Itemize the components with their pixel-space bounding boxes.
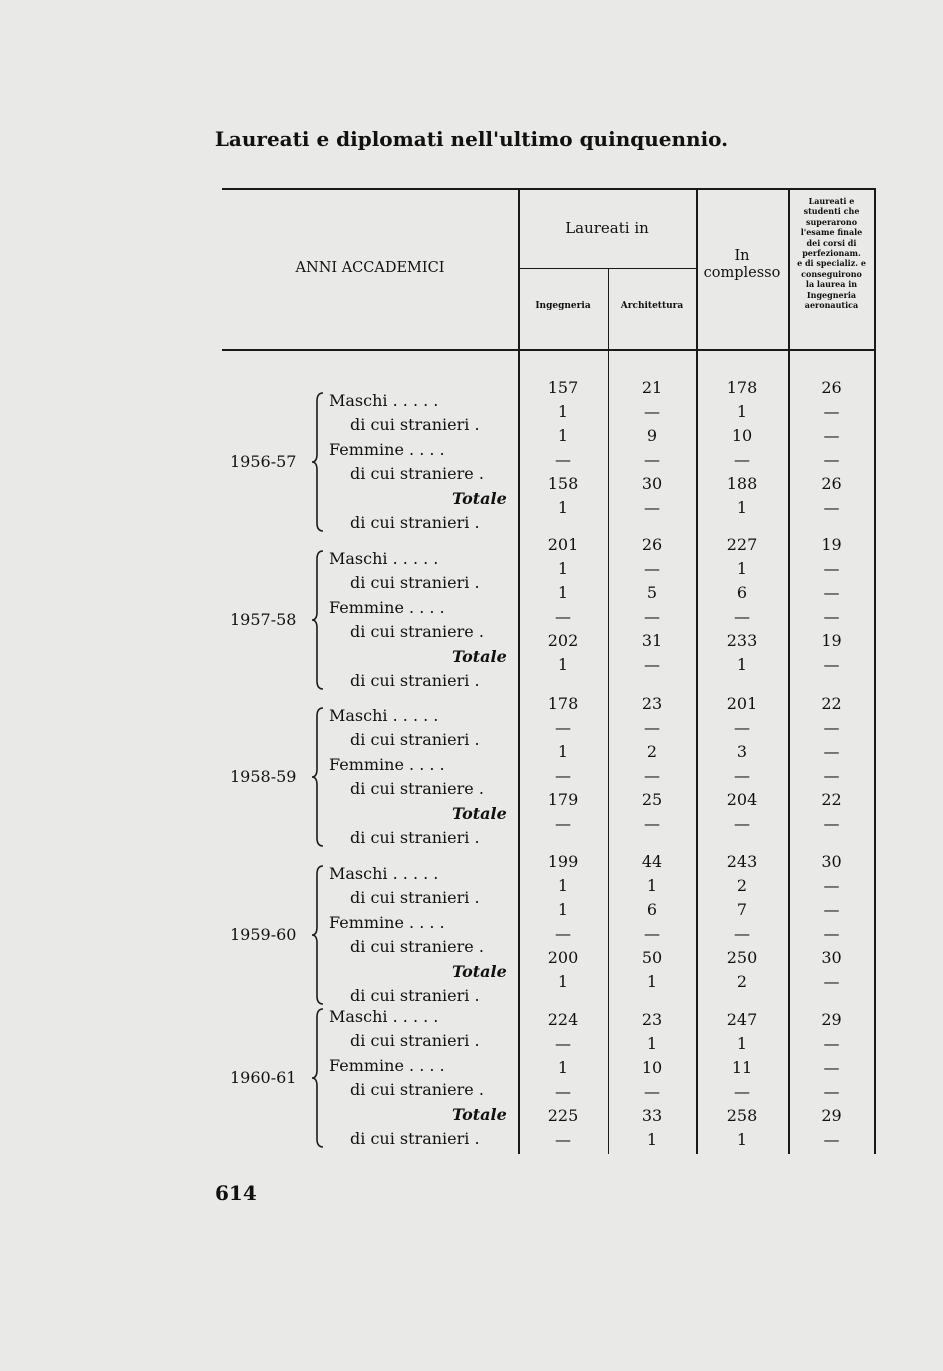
year-label: 1958-59 <box>230 767 297 786</box>
cell-ingegneria: 1 <box>557 402 569 421</box>
cell-aeronautica: — <box>823 876 840 895</box>
row-label-totale: Totale <box>452 803 507 823</box>
bracket-icon <box>311 391 327 533</box>
row-label-femmine: Femmine . . . . <box>329 754 445 774</box>
cell-aeronautica: — <box>823 1034 840 1053</box>
cell-ingegneria: 158 <box>547 474 579 493</box>
cell-complesso: 250 <box>726 948 758 967</box>
cell-ingegneria: — <box>555 814 571 833</box>
row-label-stranieri: di cui stranieri . <box>350 888 480 908</box>
cell-architettura: — <box>644 559 660 578</box>
header-aeronautica-line: Laureati e <box>808 196 855 206</box>
cell-ingegneria: 200 <box>547 948 579 967</box>
cell-aeronautica: — <box>823 450 840 469</box>
cell-complesso: — <box>734 766 750 785</box>
cell-architettura: 30 <box>641 474 663 493</box>
cell-aeronautica: — <box>823 900 840 919</box>
cell-complesso: 233 <box>726 631 758 650</box>
cell-ingegneria: — <box>555 766 571 785</box>
cell-complesso: 1 <box>736 498 748 517</box>
cell-ingegneria: 1 <box>557 900 569 919</box>
cell-architettura: 44 <box>641 852 663 871</box>
cell-ingegneria: 178 <box>547 694 579 713</box>
cell-architettura: — <box>644 607 660 626</box>
cell-ingegneria: 199 <box>547 852 579 871</box>
cell-aeronautica: 29 <box>821 1106 842 1125</box>
cell-complesso: — <box>734 450 750 469</box>
header-aeronautica-line: e di specializ. e <box>797 258 866 269</box>
cell-complesso: — <box>734 924 750 943</box>
cell-architettura: 23 <box>641 694 663 713</box>
cell-aeronautica: 26 <box>821 474 842 493</box>
cell-ingegneria: 1 <box>557 972 569 991</box>
cell-aeronautica: — <box>823 924 840 943</box>
cell-aeronautica: — <box>823 718 840 737</box>
cell-complesso: 243 <box>726 852 758 871</box>
cell-ingegneria: 1 <box>557 655 569 674</box>
cell-aeronautica: 19 <box>821 535 842 554</box>
header-anni-accademici: ANNI ACCADEMICI <box>295 260 445 276</box>
cell-complesso: — <box>734 718 750 737</box>
cell-ingegneria: 179 <box>547 790 579 809</box>
cell-aeronautica: — <box>823 1082 840 1101</box>
cell-aeronautica: 30 <box>821 948 842 967</box>
cell-ingegneria: 1 <box>557 742 569 761</box>
cell-aeronautica: — <box>823 583 840 602</box>
cell-aeronautica: 22 <box>821 790 842 809</box>
cell-architettura: — <box>644 924 660 943</box>
row-label-totale: Totale <box>452 646 507 666</box>
cell-architettura: 21 <box>641 378 663 397</box>
cell-architettura: 1 <box>646 876 658 895</box>
cell-aeronautica: 29 <box>821 1010 842 1029</box>
cell-architettura: 1 <box>646 972 658 991</box>
year-label: 1960-61 <box>230 1068 297 1087</box>
bracket-path <box>312 1009 323 1147</box>
row-label-maschi: Maschi . . . . . <box>329 864 439 883</box>
cell-architettura: — <box>644 402 660 421</box>
cell-complesso: 6 <box>736 583 748 602</box>
header-architettura: Architettura <box>620 301 684 311</box>
cell-ingegneria: 1 <box>557 426 569 445</box>
header-aeronautica-line: la laurea in <box>805 279 858 290</box>
cell-ingegneria: 1 <box>557 583 569 602</box>
row-label-maschi: Maschi . . . . . <box>329 1007 439 1026</box>
row-label-stranieri-totale: di cui stranieri . <box>350 671 480 690</box>
page-number: 614 <box>215 1181 257 1205</box>
cell-complesso: 11 <box>731 1058 753 1077</box>
year-label: 1959-60 <box>230 925 297 944</box>
cell-complesso: 1 <box>736 1034 748 1053</box>
cell-aeronautica: — <box>823 742 840 761</box>
row-label-stranieri: di cui stranieri . <box>350 730 480 750</box>
cell-architettura: — <box>644 718 660 737</box>
cell-architettura: — <box>644 655 660 674</box>
header-aeronautica-line: perfezionam. <box>802 247 861 258</box>
header-aeronautica-line: dei corsi di <box>806 237 857 248</box>
row-label-straniere: di cui straniere . <box>350 1080 484 1100</box>
row-label-straniere: di cui straniere . <box>350 622 484 642</box>
cell-architettura: 10 <box>641 1058 663 1077</box>
cell-architettura: 31 <box>641 631 663 650</box>
row-label-straniere: di cui straniere . <box>350 464 484 484</box>
cell-ingegneria: — <box>555 450 571 469</box>
cell-complesso: 1 <box>736 655 748 674</box>
cell-architettura: — <box>644 498 660 517</box>
cell-ingegneria: 157 <box>547 378 579 397</box>
header-in-complesso-line: In <box>734 248 750 264</box>
cell-aeronautica: — <box>823 1058 840 1077</box>
cell-architettura: 9 <box>646 426 658 445</box>
cell-architettura: — <box>644 450 660 469</box>
row-label-stranieri-totale: di cui stranieri . <box>350 513 480 532</box>
year-label: 1956-57 <box>230 452 297 471</box>
cell-architettura: 23 <box>641 1010 663 1029</box>
cell-architettura: 1 <box>646 1130 658 1149</box>
header-aeronautica-line: aeronautica <box>804 299 859 310</box>
row-label-maschi: Maschi . . . . . <box>329 549 439 568</box>
cell-architettura: — <box>644 766 660 785</box>
cell-architettura: 26 <box>641 535 663 554</box>
cell-aeronautica: — <box>823 559 840 578</box>
cell-ingegneria: 1 <box>557 876 569 895</box>
bracket-path <box>312 866 323 1004</box>
cell-complesso: 178 <box>726 378 758 397</box>
cell-aeronautica: — <box>823 814 840 833</box>
row-label-totale: Totale <box>452 1104 507 1124</box>
cell-architettura: 1 <box>646 1034 658 1053</box>
row-label-straniere: di cui straniere . <box>350 937 484 957</box>
cell-complesso: 1 <box>736 1130 748 1149</box>
cell-complesso: 258 <box>726 1106 758 1125</box>
cell-complesso: 2 <box>736 876 748 895</box>
cell-aeronautica: 26 <box>821 378 842 397</box>
row-label-stranieri: di cui stranieri . <box>350 1031 480 1051</box>
cell-architettura: 2 <box>646 742 658 761</box>
cell-ingegneria: — <box>555 1034 571 1053</box>
cell-aeronautica: — <box>823 1130 840 1149</box>
cell-ingegneria: 1 <box>557 498 569 517</box>
bracket-icon <box>311 1007 327 1149</box>
cell-ingegneria: 1 <box>557 559 569 578</box>
row-label-maschi: Maschi . . . . . <box>329 706 439 725</box>
header-aeronautica-line: Ingegneria <box>806 289 857 300</box>
header-aeronautica-line: conseguirono <box>801 268 862 279</box>
row-label-stranieri: di cui stranieri . <box>350 415 480 435</box>
header-aeronautica-line: l'esame finale <box>800 227 863 238</box>
cell-architettura: 25 <box>641 790 663 809</box>
cell-complesso: 7 <box>736 900 748 919</box>
cell-architettura: 33 <box>641 1106 663 1125</box>
cell-aeronautica: — <box>823 972 840 991</box>
table-top-rule <box>222 188 875 190</box>
bracket-path <box>312 551 323 689</box>
cell-complesso: 10 <box>731 426 753 445</box>
subheader-rule <box>518 268 696 269</box>
cell-architettura: 5 <box>646 583 658 602</box>
cell-complesso: 204 <box>726 790 758 809</box>
graduates-table <box>222 188 875 1154</box>
cell-aeronautica: 30 <box>821 852 842 871</box>
header-in-complesso-line: complesso <box>703 264 781 281</box>
row-label-stranieri: di cui stranieri . <box>350 573 480 593</box>
cell-complesso: — <box>734 1082 750 1101</box>
row-label-totale: Totale <box>452 488 507 508</box>
row-label-femmine: Femmine . . . . <box>329 912 445 932</box>
cell-architettura: — <box>644 814 660 833</box>
header-in-complesso <box>696 248 788 281</box>
cell-ingegneria: — <box>555 718 571 737</box>
cell-complesso: 227 <box>726 535 758 554</box>
row-label-stranieri-totale: di cui stranieri . <box>350 828 480 847</box>
cell-architettura: 50 <box>641 948 663 967</box>
cell-ingegneria: — <box>555 1082 571 1101</box>
cell-ingegneria: — <box>555 607 571 626</box>
cell-complesso: 188 <box>726 474 758 493</box>
cell-complesso: — <box>734 814 750 833</box>
cell-complesso: 247 <box>726 1010 758 1029</box>
cell-complesso: 201 <box>726 694 758 713</box>
cell-aeronautica: — <box>823 607 840 626</box>
row-label-stranieri-totale: di cui stranieri . <box>350 986 480 1005</box>
cell-aeronautica: 22 <box>821 694 842 713</box>
bracket-icon <box>311 706 327 848</box>
cell-ingegneria: 225 <box>547 1106 579 1125</box>
cell-ingegneria: 201 <box>547 535 579 554</box>
cell-architettura: — <box>644 1082 660 1101</box>
bracket-path <box>312 708 323 846</box>
year-label: 1957-58 <box>230 610 297 629</box>
row-label-straniere: di cui straniere . <box>350 779 484 799</box>
cell-aeronautica: — <box>823 766 840 785</box>
row-label-femmine: Femmine . . . . <box>329 1055 445 1075</box>
header-aeronautica-line: studenti che <box>803 206 860 217</box>
cell-complesso: 2 <box>736 972 748 991</box>
cell-aeronautica: — <box>823 655 840 674</box>
cell-ingegneria: — <box>555 1130 571 1149</box>
row-label-maschi: Maschi . . . . . <box>329 391 439 410</box>
cell-complesso: 1 <box>736 402 748 421</box>
bracket-path <box>312 393 323 531</box>
cell-aeronautica: — <box>823 402 840 421</box>
row-label-stranieri-totale: di cui stranieri . <box>350 1129 480 1148</box>
cell-ingegneria: — <box>555 924 571 943</box>
cell-architettura: 6 <box>646 900 658 919</box>
cell-complesso: — <box>734 607 750 626</box>
row-label-femmine: Femmine . . . . <box>329 439 445 459</box>
cell-aeronautica: — <box>823 498 840 517</box>
header-aeronautica <box>788 196 875 310</box>
cell-aeronautica: 19 <box>821 631 842 650</box>
bracket-icon <box>311 549 327 691</box>
cell-ingegneria: 202 <box>547 631 579 650</box>
cell-complesso: 1 <box>736 559 748 578</box>
header-aeronautica-line: superarono <box>805 216 858 227</box>
cell-ingegneria: 224 <box>547 1010 579 1029</box>
cell-ingegneria: 1 <box>557 1058 569 1077</box>
cell-aeronautica: — <box>823 426 840 445</box>
header-ingegneria: Ingegneria <box>535 301 591 311</box>
row-label-totale: Totale <box>452 961 507 981</box>
bracket-icon <box>311 864 327 1006</box>
row-label-femmine: Femmine . . . . <box>329 597 445 617</box>
cell-complesso: 3 <box>736 742 748 761</box>
page-title: Laureati e diplomati nell'ultimo quinquennio. <box>214 127 729 151</box>
header-bottom-rule <box>222 349 875 351</box>
header-laureati-in: Laureati in <box>565 219 649 237</box>
